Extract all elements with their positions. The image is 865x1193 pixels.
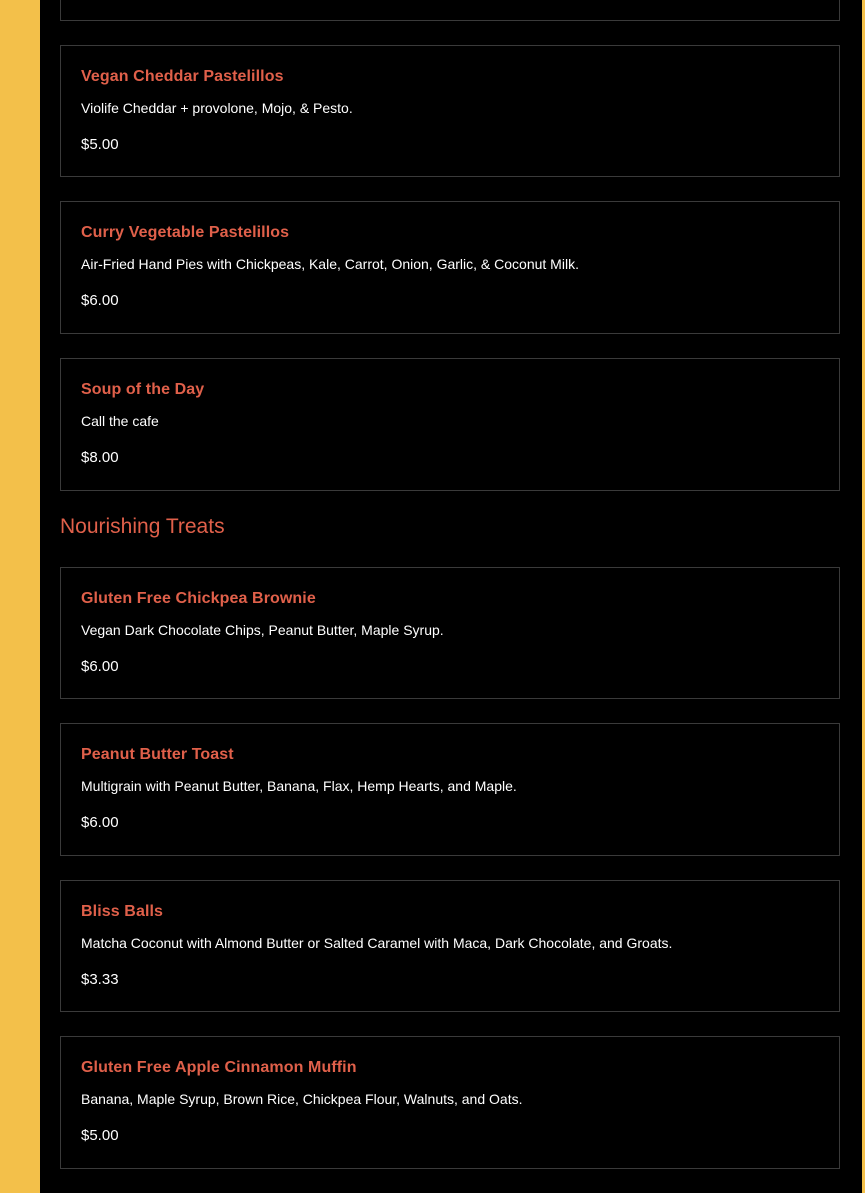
menu-item-price: $8.00 (81, 449, 119, 466)
menu-item-card[interactable] (60, 358, 840, 491)
menu-item-card[interactable] (60, 880, 840, 1012)
menu-item-description: Banana, Maple Syrup, Brown Rice, Chickpea Flour, Walnuts, and Oats. (81, 1091, 523, 1107)
menu-item-name: Vegan Cheddar Pastelillos (81, 68, 284, 85)
section-heading: Nourishing Treats (60, 515, 225, 538)
menu-item-name: Peanut Butter Toast (81, 746, 234, 763)
menu-item-card[interactable] (60, 1036, 840, 1169)
menu-item-card[interactable] (60, 201, 840, 334)
menu-item-card[interactable] (60, 723, 840, 856)
menu-item-price: $6.00 (81, 292, 119, 309)
menu-item-price: $6.00 (81, 814, 119, 831)
menu-item-name: Curry Vegetable Pastelillos (81, 224, 290, 241)
menu-item-description: Multigrain with Peanut Butter, Banana, Flax, Hemp Hearts, and Maple. (81, 778, 517, 794)
menu-item-name: Gluten Free Apple Cinnamon Muffin (81, 1059, 357, 1076)
menu-item-price: $5.00 (81, 1127, 119, 1144)
menu-item-card-cut-off (60, 0, 840, 21)
menu-item-price: $6.00 (81, 658, 119, 675)
menu-content (40, 0, 862, 1193)
menu-item-description: Violife Cheddar + provolone, Mojo, & Pesto. (81, 100, 353, 116)
menu-item-name: Soup of the Day (81, 381, 205, 398)
menu-item-name: Gluten Free Chickpea Brownie (81, 590, 316, 607)
menu-item-card[interactable] (60, 567, 840, 699)
menu-item-description: Matcha Coconut with Almond Butter or Salted Caramel with Maca, Dark Chocolate, and Groats. (81, 935, 673, 951)
menu-item-description: Vegan Dark Chocolate Chips, Peanut Butter, Maple Syrup. (81, 622, 444, 638)
menu-item-description: Air-Fried Hand Pies with Chickpeas, Kale, Carrot, Onion, Garlic, & Coconut Milk. (81, 256, 579, 272)
menu-item-card[interactable] (60, 45, 840, 177)
left-side-panel (0, 0, 40, 1193)
menu-item-name: Bliss Balls (81, 903, 164, 920)
menu-item-description: Call the cafe (81, 413, 159, 429)
menu-item-price: $3.33 (81, 971, 119, 988)
menu-item-price: $5.00 (81, 136, 119, 153)
